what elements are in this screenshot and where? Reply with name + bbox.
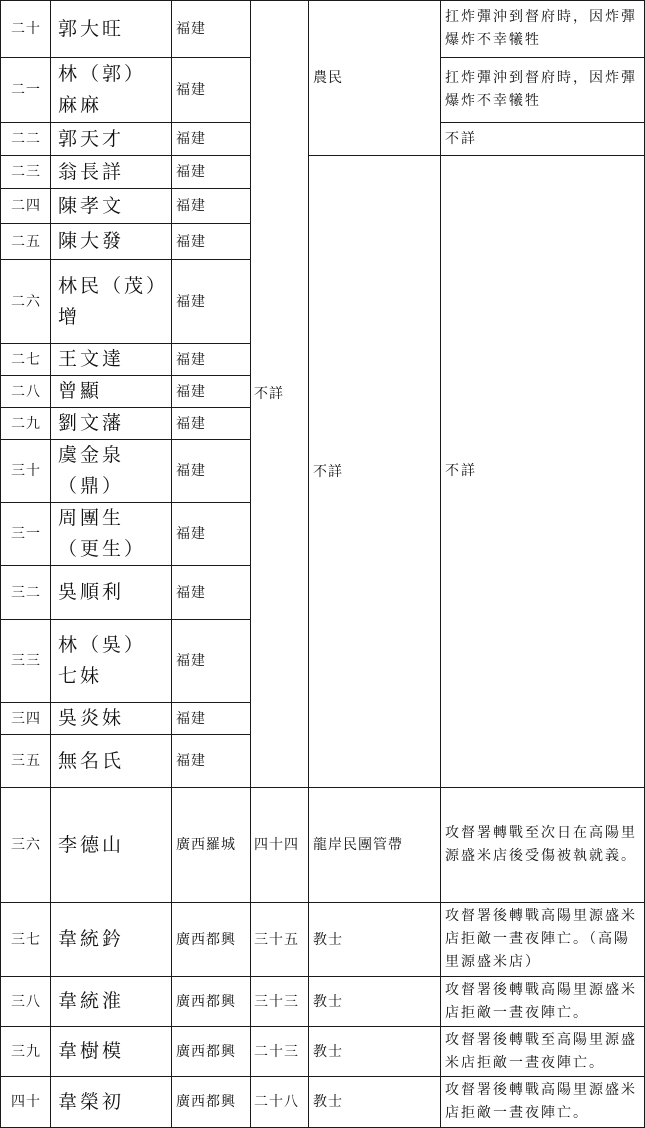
martyr-name: 吳炎妹 xyxy=(51,703,172,735)
martyr-name: 王文達 xyxy=(51,344,172,376)
native-place: 福建 xyxy=(172,123,251,156)
row-number: 二六 xyxy=(1,260,51,344)
table-row xyxy=(1,156,645,189)
martyr-name: 劉文藩 xyxy=(51,408,172,440)
occupation-cell: 龍岸民團管帶 xyxy=(309,788,441,903)
martyr-name: 郭天才 xyxy=(51,123,172,156)
row-number: 三一 xyxy=(1,503,51,566)
martyr-name: 虞金泉（鼎） xyxy=(51,440,172,503)
row-number: 三四 xyxy=(1,703,51,735)
table-row xyxy=(1,903,645,977)
row-number: 三六 xyxy=(1,788,51,903)
occupation-cell-merged: 農民 xyxy=(309,1,441,156)
martyr-name: 翁長詳 xyxy=(51,156,172,189)
row-number: 二二 xyxy=(1,123,51,156)
age-cell-merged: 不詳 xyxy=(251,1,309,788)
native-place: 廣西都興 xyxy=(172,977,251,1027)
age-cell: 二十三 xyxy=(251,1027,309,1077)
native-place: 福建 xyxy=(172,408,251,440)
row-number: 三八 xyxy=(1,977,51,1027)
row-number: 三二 xyxy=(1,566,51,620)
native-place: 廣西都興 xyxy=(172,903,251,977)
description-cell: 攻督署轉戰至次日在高陽里源盛米店後受傷被執就義。 xyxy=(441,788,645,903)
occupation-cell: 教士 xyxy=(309,1027,441,1077)
occupation-cell: 教士 xyxy=(309,903,441,977)
row-number: 四十 xyxy=(1,1077,51,1128)
martyr-name: 韋樹模 xyxy=(51,1027,172,1077)
martyr-name: 李德山 xyxy=(51,788,172,903)
description-cell: 攻督署後轉戰至高陽里源盛米店拒敵一晝夜陣亡。 xyxy=(441,1027,645,1077)
martyr-name: 郭大旺 xyxy=(51,1,172,58)
native-place: 福建 xyxy=(172,156,251,189)
native-place: 福建 xyxy=(172,376,251,408)
row-number: 二九 xyxy=(1,408,51,440)
native-place: 廣西都興 xyxy=(172,1027,251,1077)
native-place: 福建 xyxy=(172,260,251,344)
martyr-name: 吳順利 xyxy=(51,566,172,620)
native-place: 福建 xyxy=(172,503,251,566)
occupation-cell-merged: 不詳 xyxy=(309,156,441,788)
description-cell: 扛炸彈沖到督府時，因炸彈爆炸不幸犧牲 xyxy=(441,1,645,58)
martyr-name: 陳孝文 xyxy=(51,189,172,224)
occupation-cell: 教士 xyxy=(309,1077,441,1128)
row-number: 二五 xyxy=(1,224,51,260)
occupation-cell: 教士 xyxy=(309,977,441,1027)
description-cell: 不詳 xyxy=(441,123,645,156)
table-row xyxy=(1,1,645,58)
native-place: 福建 xyxy=(172,703,251,735)
native-place: 福建 xyxy=(172,1,251,58)
age-cell: 三十三 xyxy=(251,977,309,1027)
native-place: 福建 xyxy=(172,58,251,123)
table-row xyxy=(1,1027,645,1077)
row-number: 二一 xyxy=(1,58,51,123)
row-number: 二三 xyxy=(1,156,51,189)
description-cell: 攻督署後轉戰高陽里源盛米店拒敵一晝夜陣亡。 xyxy=(441,977,645,1027)
martyr-name: 無名氏 xyxy=(51,735,172,788)
martyr-name: 陳大發 xyxy=(51,224,172,260)
martyr-name: 韋統鈐 xyxy=(51,903,172,977)
native-place: 廣西都興 xyxy=(172,1077,251,1128)
table-row xyxy=(1,788,645,903)
native-place: 福建 xyxy=(172,224,251,260)
native-place: 福建 xyxy=(172,735,251,788)
martyr-name: 韋統淮 xyxy=(51,977,172,1027)
description-cell: 扛炸彈沖到督府時，因炸彈爆炸不幸犧牲 xyxy=(441,58,645,123)
table-row xyxy=(1,1077,645,1128)
martyr-name: 林（郭）麻麻 xyxy=(51,58,172,123)
row-number: 三九 xyxy=(1,1027,51,1077)
row-number: 二十 xyxy=(1,1,51,58)
row-number: 三七 xyxy=(1,903,51,977)
row-number: 二八 xyxy=(1,376,51,408)
martyr-name: 韋榮初 xyxy=(51,1077,172,1128)
native-place: 福建 xyxy=(172,344,251,376)
native-place: 福建 xyxy=(172,620,251,703)
martyr-name: 周團生（更生） xyxy=(51,503,172,566)
table-row xyxy=(1,977,645,1027)
native-place: 福建 xyxy=(172,566,251,620)
native-place: 福建 xyxy=(172,189,251,224)
row-number: 三三 xyxy=(1,620,51,703)
description-cell: 攻督署後轉戰高陽里源盛米店拒敵一晝夜陣亡。 xyxy=(441,1077,645,1128)
age-cell: 三十五 xyxy=(251,903,309,977)
martyr-name: 曾顯 xyxy=(51,376,172,408)
age-cell: 二十八 xyxy=(251,1077,309,1128)
row-number: 三十 xyxy=(1,440,51,503)
row-number: 二七 xyxy=(1,344,51,376)
martyr-name: 林（吳）七妹 xyxy=(51,620,172,703)
row-number: 二四 xyxy=(1,189,51,224)
age-cell: 四十四 xyxy=(251,788,309,903)
row-number: 三五 xyxy=(1,735,51,788)
native-place: 廣西羅城 xyxy=(172,788,251,903)
description-cell: 攻督署後轉戰高陽里源盛米店拒敵一晝夜陣亡。（高陽里源盛米店） xyxy=(441,903,645,977)
native-place: 福建 xyxy=(172,440,251,503)
description-cell-merged: 不詳 xyxy=(441,156,645,788)
martyr-name: 林民（茂）增 xyxy=(51,260,172,344)
